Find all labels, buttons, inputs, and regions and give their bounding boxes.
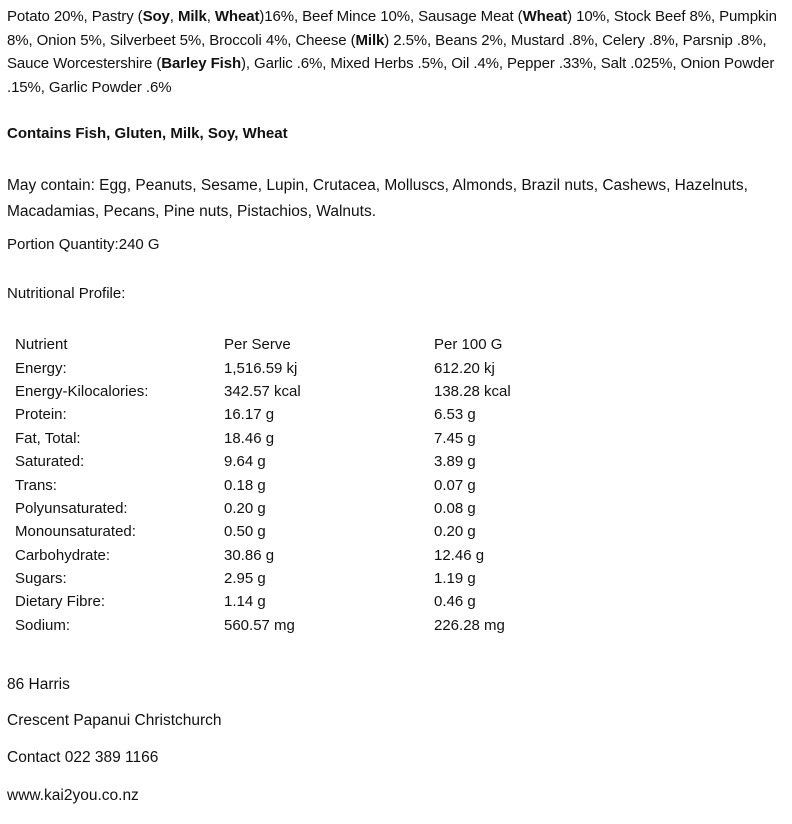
per-serve-value: 342.57 kcal [224, 382, 301, 400]
per-serve-value: 0.18 g [224, 476, 266, 494]
per-serve-value: 18.46 g [224, 429, 275, 447]
address-line-1: 86 Harris [7, 676, 70, 693]
per-serve-value: 9.64 g [224, 453, 266, 471]
nutrient-name: Monounsaturated: [15, 523, 136, 541]
table-row [15, 614, 634, 637]
column-header-per-serve: Per Serve [224, 336, 291, 354]
table-row [15, 590, 634, 613]
table-row [15, 403, 634, 426]
per-100g-value: 0.20 g [434, 523, 476, 541]
ingredient-text: ) 2.5%, Beans 2%, Mustard .8%, Celery .8%, Parsnip .8%, Sauce Worcestershire ( [7, 31, 767, 72]
column-header-per-100g: Per 100 G [434, 336, 503, 354]
nutrient-name: Protein: [15, 406, 67, 424]
per-100g-value: 6.53 g [434, 406, 476, 424]
per-100g-value: 12.46 g [434, 546, 485, 564]
ingredient-text: , [206, 8, 215, 25]
table-row [15, 544, 634, 567]
ingredients-list [7, 5, 787, 99]
nutrient-name: Polyunsaturated: [15, 499, 128, 517]
ingredient-text: ), Garlic .6%, Mixed Herbs .5%, Oil .4%, Pepper .33%, Salt .025%, Onion Powder .15%, Garlic Powder .6% [7, 55, 775, 96]
table-row [15, 497, 634, 520]
per-100g-value: 612.20 kj [434, 359, 495, 377]
nutrient-name: Trans: [15, 476, 57, 494]
per-serve-value: 1.14 g [224, 593, 266, 611]
may-contain-statement: May contain: Egg, Peanuts, Sesame, Lupin, Crutacea, Molluscs, Almonds, Brazil nuts, Cashews, Hazelnuts, Macadamias, Pecans, Pine nuts, Pistachios, Walnuts. [7, 177, 748, 220]
nutrient-name: Saturated: [15, 453, 85, 471]
nutrition-table-header-row [15, 333, 634, 356]
allergen-highlight: Soy [142, 8, 170, 25]
per-100g-value: 7.45 g [434, 429, 476, 447]
per-serve-value: 1,516.59 kj [224, 359, 298, 377]
ingredient-text: )16%, Beef Mince 10%, Sausage Meat ( [259, 8, 523, 25]
ingredient-text: , [169, 8, 178, 25]
per-serve-value: 0.20 g [224, 499, 266, 517]
per-serve-value: 16.17 g [224, 406, 275, 424]
table-row [15, 427, 634, 450]
table-row [15, 520, 634, 543]
nutrition-table [15, 333, 634, 637]
per-100g-value: 0.46 g [434, 593, 476, 611]
per-100g-value: 3.89 g [434, 453, 476, 471]
allergen-contains-statement: Contains Fish, Gluten, Milk, Soy, Wheat [7, 125, 288, 142]
nutrient-name: Energy: [15, 359, 67, 377]
per-100g-value: 226.28 mg [434, 616, 505, 634]
table-row [15, 567, 634, 590]
allergen-highlight: Milk [355, 31, 385, 49]
ingredient-text: Potato 20%, Pastry ( [7, 8, 143, 25]
nutrient-name: Carbohydrate: [15, 546, 111, 564]
nutritional-profile-heading: Nutritional Profile: [7, 285, 126, 302]
allergen-highlight: Barley Fish [161, 55, 242, 72]
nutrient-name: Fat, Total: [15, 429, 81, 447]
nutrition-table-body [15, 356, 634, 637]
contact-phone: Contact 022 389 1166 [7, 749, 159, 766]
nutrient-name: Sodium: [15, 616, 71, 634]
nutrient-name: Sugars: [15, 570, 67, 588]
per-serve-value: 0.50 g [224, 523, 266, 541]
allergen-highlight: Wheat [214, 8, 260, 25]
table-row [15, 450, 634, 473]
column-header-nutrient: Nutrient [15, 336, 68, 354]
per-serve-value: 30.86 g [224, 546, 275, 564]
table-row [15, 473, 634, 496]
portion-quantity: Portion Quantity:240 G [7, 236, 160, 253]
nutrient-name: Dietary Fibre: [15, 593, 106, 611]
per-100g-value: 0.08 g [434, 499, 476, 517]
per-100g-value: 0.07 g [434, 476, 476, 494]
ingredient-text: ) 10%, Stock Beef 8%, Pumpkin 8%, Onion 5%, Silverbeet 5%, Broccoli 4%, Cheese ( [7, 8, 777, 49]
per-serve-value: 560.57 mg [224, 616, 295, 634]
table-row [15, 356, 634, 379]
website-link[interactable]: www.kai2you.co.nz [7, 787, 139, 804]
per-100g-value: 1.19 g [434, 570, 476, 588]
per-100g-value: 138.28 kcal [434, 382, 511, 400]
table-row [15, 380, 634, 403]
per-serve-value: 2.95 g [224, 570, 266, 588]
nutrient-name: Energy-Kilocalories: [15, 382, 149, 400]
allergen-highlight: Milk [177, 8, 207, 25]
address-line-2: Crescent Papanui Christchurch [7, 712, 222, 729]
allergen-highlight: Wheat [522, 8, 568, 25]
